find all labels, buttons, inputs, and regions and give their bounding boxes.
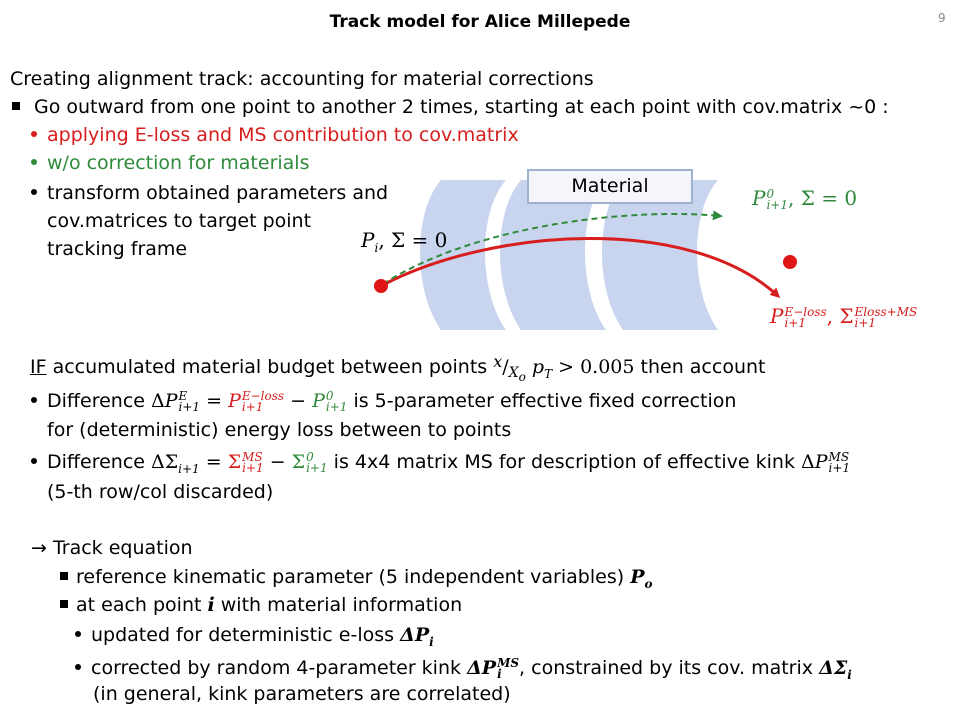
start-point-label: $P_i$, Σ = 0 bbox=[361, 228, 448, 255]
difference-1: Difference ΔP E i+1 = P E−loss i+1 − P 0 i+1 is 5-parameter effective fixed correction bbox=[31, 389, 736, 413]
bullet-dot-icon bbox=[75, 631, 81, 637]
track-eq-sub-2-line-2: (in general, kink parameters are correlated) bbox=[93, 683, 511, 705]
page-number: 9 bbox=[938, 11, 946, 25]
track-eq-sub-2-text-b: , constrained by its cov. matrix bbox=[519, 657, 814, 679]
intro-bullet-1-text: Go outward from one point to another 2 times, starting at each point with cov.matrix ~0 : bbox=[34, 96, 889, 118]
difference-2-word: Difference bbox=[47, 451, 145, 473]
track-eq-item-1: reference kinematic parameter (5 independent variables) $P_o$ bbox=[60, 565, 653, 589]
square-bullet-icon bbox=[60, 572, 68, 580]
track-eq-sub-1: updated for deterministic e-loss $\Delta P_i$ bbox=[75, 623, 434, 647]
track-equation-heading: → Track equation bbox=[31, 537, 193, 559]
track-eq-item-2-text-a: at each point bbox=[76, 594, 202, 616]
green-point-label: P 0 i+1 , Σ = 0 bbox=[752, 186, 858, 212]
intro-sub-3-line-1: transform obtained parameters and bbox=[47, 182, 389, 204]
track-eq-sub-2-text-a: corrected by random 4-parameter kink bbox=[91, 657, 462, 679]
intro-sub-1-text: applying E-loss and MS contribution to cov.matrix bbox=[47, 124, 519, 146]
track-eq-item-2-text-b: with material information bbox=[220, 594, 463, 616]
bullet-dot-icon bbox=[31, 397, 37, 403]
material-condition: IF accumulated material budget between points $^x/_{X_o}$ $p_T > 0.005$ then account bbox=[30, 352, 766, 384]
track-eq-sub-1-text: updated for deterministic e-loss bbox=[91, 624, 395, 646]
difference-2: Difference $\Delta\Sigma_{i+1} = \Sigma$ MS i+1 − Σ 0 i+1 is 4x4 matrix MS for description of effective kink ΔP MS i+1 bbox=[31, 450, 850, 474]
condition-text-a: accumulated material budget between points bbox=[46, 356, 494, 378]
bullet-dot-icon bbox=[31, 458, 37, 464]
condition-text-b: then account bbox=[634, 356, 766, 378]
intro-heading: Creating alignment track: accounting for material corrections bbox=[10, 68, 594, 90]
difference-1-word: Difference bbox=[47, 390, 145, 412]
bullet-dot-icon bbox=[75, 664, 81, 670]
difference-1-line-2: for (deterministic) energy loss between to points bbox=[47, 419, 512, 441]
start-point bbox=[374, 279, 388, 293]
material-label: Material bbox=[527, 169, 693, 204]
target-point bbox=[783, 255, 797, 269]
track-eq-item-1-text: reference kinematic parameter (5 independent variables) bbox=[76, 566, 625, 588]
slide-title: Track model for Alice Millepede bbox=[329, 12, 631, 32]
intro-sub-3-line-3: tracking frame bbox=[47, 238, 188, 260]
difference-2-line-2: (5-th row/col discarded) bbox=[47, 481, 274, 503]
if-keyword: IF bbox=[30, 356, 47, 378]
intro-sub-2-text: w/o correction for materials bbox=[47, 152, 310, 174]
difference-2-tail: is 4x4 matrix MS for description of effective kink bbox=[333, 451, 795, 473]
track-eq-item-2: at each point i with material information bbox=[60, 593, 462, 617]
track-eq-sub-2: corrected by random 4-parameter kink ΔP MS i , constrained by its cov. matrix $\Delta\Sigma_i$ bbox=[75, 656, 852, 680]
red-point-label: P E−loss i+1 , Σ Eloss+MS i+1 bbox=[770, 304, 918, 330]
difference-1-tail: is 5-parameter effective fixed correction bbox=[353, 390, 737, 412]
square-bullet-icon bbox=[60, 600, 68, 608]
intro-sub-3-line-2: cov.matrices to target point bbox=[47, 210, 312, 232]
